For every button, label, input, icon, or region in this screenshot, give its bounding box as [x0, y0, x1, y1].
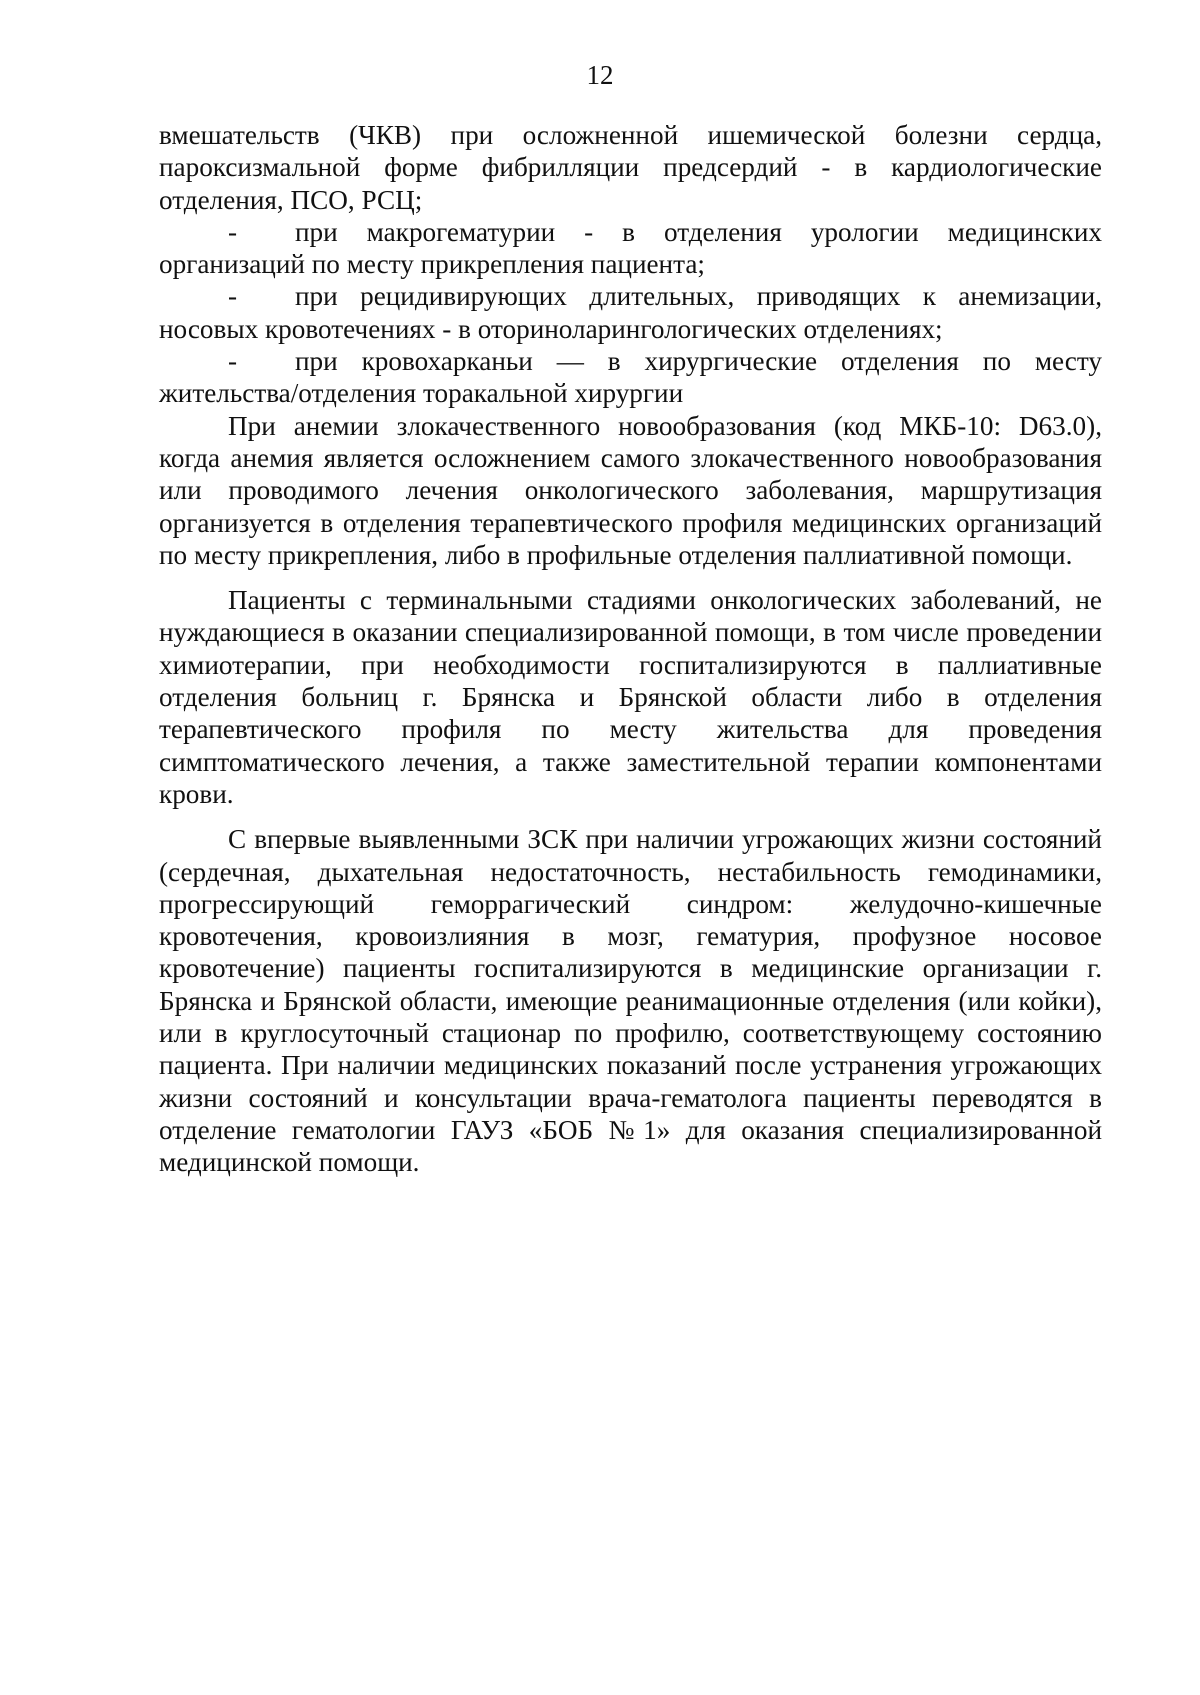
list-item: [159, 280, 1102, 345]
list-item-text: при кровохарканьи — в хирургические отделения по месту жительства/отделения торакальной хирургии: [159, 346, 1102, 409]
list-item-text: при рецидивирующих длительных, приводящих к анемизации, носовых кровотечениях - в оториноларингологических отделениях;: [159, 281, 1102, 344]
list-item: [159, 216, 1102, 281]
paragraph-emergency: С впервые выявленными ЗСК при наличии угрожающих жизни состояний (сердечная, дыхательная недостаточность, нестабильность гемодинамики, прогрессирующий геморрагический синдром: желудочно-кишечные кровотечения, кровоизлияния в мозг, гематурия, профузное носовое кровотечение) пациенты госпитализируются в медицинские организации г. Брянска и Брянской области, имеющие реанимационные отделения (или койки), или в круглосуточный стационар по профилю, соответствующему состоянию пациента. При наличии медицинских показаний после устранения угрожающих жизни состояний и консультации врача-гематолога пациенты переводятся в отделение гематологии ГАУЗ «БОБ №1» для оказания специализированной медицинской помощи.: [159, 824, 1102, 1178]
list-item: [159, 345, 1102, 410]
list-bullet: -: [228, 346, 238, 377]
intro-paragraph: вмешательств (ЧКВ) при осложненной ишемической болезни сердца, пароксизмальной форме фибрилляции предсердий - в кардиологические отделения, ПСО, РСЦ;: [159, 120, 1102, 215]
list-bullet: -: [228, 216, 238, 247]
paragraph-terminal-patients: Пациенты с терминальными стадиями онкологических заболеваний, не нуждающиеся в оказании специализированной помощи, в том числе проведении химиотерапии, при необходимости госпитализируются в паллиативные отделения больниц г. Брянска и Брянской области либо в отделения терапевтического профиля по месту жительства для проведения симптоматического лечения, а также заместительной терапии компонентами крови.: [159, 585, 1102, 809]
list-item-text: при макрогематурии - в отделения урологии медицинских организаций по месту прикрепления пациента;: [159, 216, 1102, 280]
list-bullet: -: [228, 281, 238, 312]
document-body: [159, 119, 1102, 1179]
paragraph-anemia: При анемии злокачественного новообразования (код МКБ-10: D63.0), когда анемия является осложнением самого злокачественного новообразования или проводимого лечения онкологического заболевания, маршрутизация организуется в отделения терапевтического профиля медицинских организаций по месту прикрепления, либо в профильные отделения паллиативной помощи.: [159, 410, 1102, 570]
page-number: 12: [586, 60, 614, 90]
